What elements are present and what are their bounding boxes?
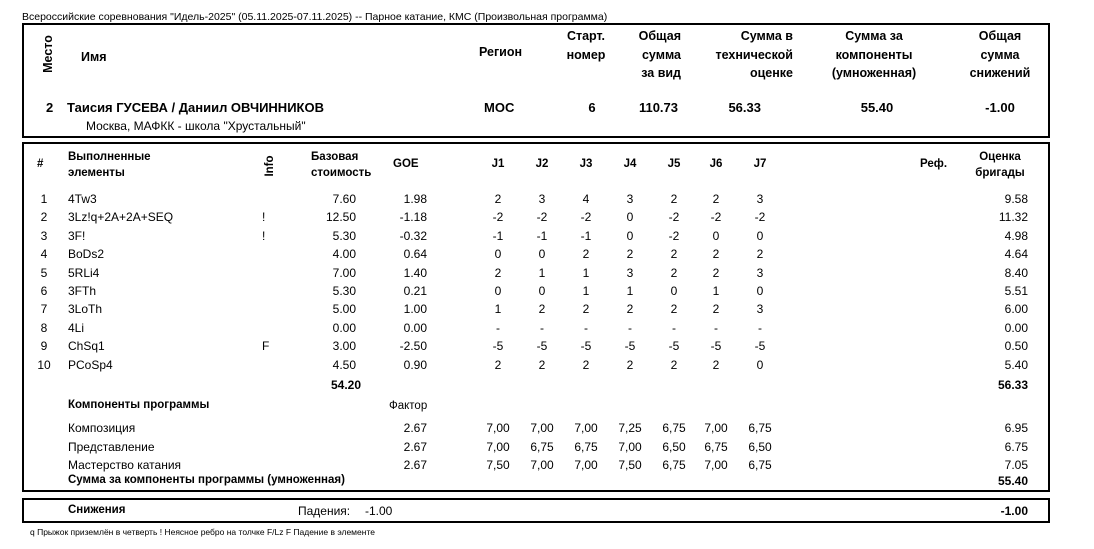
element-judge-4: 2 [626, 357, 634, 372]
element-judge-4: 2 [626, 247, 634, 262]
element-judge-4: -5 [624, 339, 636, 354]
element-judge-6: 2 [712, 247, 720, 262]
element-judge-2: - [540, 320, 544, 335]
element-judge-6: -5 [710, 339, 722, 354]
component-judge-5: 6,75 [662, 458, 686, 472]
element-judge-2: 1 [538, 265, 546, 280]
element-base-value: 12.50 [325, 210, 356, 225]
element-name: 3LoTh [68, 302, 103, 317]
panel-score-header: Оценка бригады [975, 151, 1025, 179]
element-base-value: 5.30 [332, 284, 356, 298]
element-judge-2: -5 [536, 339, 548, 354]
pcs-header: Сумма за компоненты (умноженная) [831, 29, 917, 80]
judge-header-6: J6 [709, 158, 723, 170]
ref-header: Реф. [920, 158, 948, 170]
element-number: 3 [40, 228, 48, 243]
element-judge-5: 0 [670, 284, 678, 298]
element-name: 3FTh [68, 284, 97, 298]
element-row [0, 282, 1094, 300]
component-judge-5: 6,50 [662, 439, 686, 454]
element-base-value: 7.00 [332, 265, 356, 280]
element-judge-6: 0 [712, 228, 720, 243]
deductions-box [22, 498, 1050, 523]
element-judge-3: - [584, 320, 588, 335]
element-judge-5: 2 [670, 265, 678, 280]
component-score: 6.95 [1004, 421, 1028, 435]
element-judge-1: 1 [494, 302, 502, 317]
element-judge-7: 0 [756, 357, 764, 372]
judge-header-1: J1 [491, 158, 505, 170]
element-judge-3: 2 [582, 302, 590, 317]
element-judge-5: 2 [670, 357, 678, 372]
component-row [0, 456, 1094, 474]
total-score-header: Общая сумма за вид [638, 29, 681, 80]
element-judge-3: 4 [582, 192, 590, 206]
element-judge-3: 2 [582, 247, 590, 262]
element-judge-1: 0 [494, 247, 502, 262]
component-judge-1: 7,00 [486, 439, 510, 454]
element-judge-4: 2 [626, 302, 634, 317]
skater-total-score: 110.73 [638, 100, 678, 115]
component-row [0, 419, 1094, 437]
element-judge-1: 2 [494, 357, 502, 372]
element-judge-1: -5 [492, 339, 504, 354]
element-judge-4: 0 [626, 210, 634, 225]
element-goe: 1.40 [403, 265, 427, 280]
place-header: Место [41, 35, 55, 73]
component-judge-4: 7,25 [618, 421, 642, 435]
element-judge-2: -1 [536, 228, 548, 243]
element-row [0, 356, 1094, 374]
component-judge-3: 7,00 [574, 458, 598, 472]
component-score: 7.05 [1004, 458, 1028, 472]
element-base-value: 7.60 [332, 192, 356, 206]
element-judge-2: 0 [538, 247, 546, 262]
element-name: ChSq1 [68, 339, 105, 354]
pcs-total-label: Сумма за компоненты программы (умноженная) [68, 474, 345, 486]
element-judge-1: -1 [492, 228, 504, 243]
element-name: 4Li [68, 320, 85, 335]
element-row [0, 190, 1094, 208]
element-panel-score: 6.00 [1004, 302, 1028, 317]
skater-start-number: 6 [588, 100, 596, 115]
component-factor: 2.67 [403, 458, 427, 472]
element-goe: -0.32 [399, 228, 427, 243]
start-number-header: Старт. номер [566, 29, 606, 62]
region-header: Регион [479, 45, 523, 59]
element-row [0, 227, 1094, 245]
skater-region: МОС [484, 100, 515, 115]
judge-header-2: J2 [535, 158, 549, 170]
element-base-value: 3.00 [332, 339, 356, 354]
base-value-header: Базовая стоимость [311, 151, 372, 179]
element-judge-6: 2 [712, 357, 720, 372]
element-row [0, 319, 1094, 337]
element-judge-4: 0 [626, 228, 634, 243]
element-judge-1: 2 [494, 265, 502, 280]
element-judge-1: 0 [494, 284, 502, 298]
tes-header: Сумма в технической оценке [715, 29, 793, 80]
skater-pcs: 55.40 [860, 100, 894, 115]
element-panel-score: 0.00 [1004, 320, 1028, 335]
element-judge-6: -2 [710, 210, 722, 225]
element-base-value: 4.00 [332, 247, 356, 262]
element-judge-1: -2 [492, 210, 504, 225]
name-header: Имя [81, 50, 107, 64]
element-panel-score: 5.40 [1004, 357, 1028, 372]
element-judge-2: -2 [536, 210, 548, 225]
element-goe: 1.00 [403, 302, 427, 317]
element-name: 3Lz!q+2A+2A+SEQ [68, 210, 174, 225]
component-factor: 2.67 [403, 439, 427, 454]
element-judge-4: - [628, 320, 632, 335]
element-row [0, 337, 1094, 355]
skater-deductions: -1.00 [985, 100, 1015, 115]
element-judge-7: 2 [756, 247, 764, 262]
element-judge-7: 0 [756, 284, 764, 298]
element-name: PCoSp4 [68, 357, 113, 372]
element-goe: 0.90 [403, 357, 427, 372]
deductions-label: Снижения [68, 504, 126, 516]
tes-total: 56.33 [997, 378, 1028, 392]
element-judge-5: - [672, 320, 676, 335]
components-title: Компоненты программы [68, 399, 210, 411]
element-panel-score: 4.64 [1004, 247, 1028, 262]
element-judge-7: 3 [756, 302, 764, 317]
component-judge-2: 7,00 [530, 458, 554, 472]
element-goe: 0.00 [403, 320, 427, 335]
element-goe: 1.98 [403, 192, 427, 206]
element-number: 2 [40, 210, 48, 225]
element-judge-6: 2 [712, 302, 720, 317]
judge-header-7: J7 [753, 158, 767, 170]
element-judge-1: - [496, 320, 500, 335]
element-name: BoDs2 [68, 247, 105, 262]
goe-header: GOE [393, 158, 419, 170]
element-judge-3: 1 [582, 284, 590, 298]
element-judge-4: 3 [626, 192, 634, 206]
component-row [0, 438, 1094, 456]
element-judge-3: -1 [580, 228, 592, 243]
skater-club: Москва, МАФКК - школа "Хрустальный" [86, 119, 306, 133]
element-judge-6: 2 [712, 265, 720, 280]
element-row [0, 245, 1094, 263]
element-number: 1 [40, 192, 48, 206]
factor-header: Фактор [389, 400, 428, 412]
component-name: Мастерство катания [68, 458, 182, 472]
element-judge-6: - [714, 320, 718, 335]
element-panel-score: 9.58 [1004, 192, 1028, 206]
element-base-value: 4.50 [332, 357, 356, 372]
element-number: 8 [40, 320, 48, 335]
element-judge-1: 2 [494, 192, 502, 206]
element-name: 4Tw3 [68, 192, 97, 206]
element-judge-3: 1 [582, 265, 590, 280]
component-judge-2: 6,75 [530, 439, 554, 454]
component-judge-7: 6,50 [748, 439, 772, 454]
component-judge-1: 7,00 [486, 421, 510, 435]
element-number: 5 [40, 265, 48, 280]
element-judge-2: 2 [538, 357, 546, 372]
element-judge-3: -2 [580, 210, 592, 225]
elements-header: Выполненные элементы [68, 151, 151, 179]
element-panel-score: 0.50 [1004, 339, 1028, 354]
element-judge-7: 3 [756, 192, 764, 206]
component-judge-1: 7,50 [486, 458, 510, 472]
component-judge-3: 7,00 [574, 421, 598, 435]
falls-value: -1.00 [365, 504, 393, 518]
element-judge-2: 2 [538, 302, 546, 317]
component-judge-4: 7,50 [618, 458, 642, 472]
element-judge-4: 3 [626, 265, 634, 280]
element-panel-score: 11.32 [998, 210, 1028, 225]
deductions-header: Общая сумма снижений [969, 29, 1031, 80]
element-judge-7: -2 [754, 210, 766, 225]
component-judge-7: 6,75 [748, 421, 772, 435]
element-panel-score: 4.98 [1004, 228, 1028, 243]
element-goe: -2.50 [399, 339, 427, 354]
element-judge-5: 2 [670, 302, 678, 317]
component-judge-3: 6,75 [574, 439, 598, 454]
element-judge-5: 2 [670, 192, 678, 206]
base-total: 54.20 [330, 378, 361, 392]
element-info: ! [262, 210, 266, 225]
component-score: 6.75 [1004, 439, 1028, 454]
element-judge-7: -5 [754, 339, 766, 354]
element-number: 9 [40, 339, 48, 354]
element-number: 7 [40, 302, 48, 317]
info-header: Info [264, 155, 276, 177]
skater-place: 2 [46, 100, 54, 115]
component-judge-6: 7,00 [704, 421, 728, 435]
pcs-total: 55.40 [997, 474, 1028, 488]
element-base-value: 5.30 [332, 228, 356, 243]
event-title: Всероссийские соревнования "Идель-2025" (05.11.2025-07.11.2025) -- Парное катание, КМС (Произвольная программа) [22, 11, 608, 23]
num-header: # [37, 158, 44, 170]
judge-header-5: J5 [667, 158, 681, 170]
component-judge-2: 7,00 [530, 421, 554, 435]
component-judge-6: 6,75 [704, 439, 728, 454]
element-panel-score: 8.40 [1004, 265, 1028, 280]
element-judge-3: 2 [582, 357, 590, 372]
element-row [0, 264, 1094, 282]
skater-name: Таисия ГУСЕВА / Даниил ОВЧИННИКОВ [67, 100, 324, 115]
element-info: F [262, 339, 270, 354]
element-goe: 0.21 [403, 284, 427, 298]
component-judge-4: 7,00 [618, 439, 642, 454]
element-goe: -1.18 [399, 210, 427, 225]
skater-tes: 56.33 [728, 100, 761, 115]
component-name: Представление [68, 439, 155, 454]
element-judge-6: 1 [712, 284, 720, 298]
element-judge-5: -2 [668, 210, 680, 225]
element-info: ! [262, 228, 266, 243]
element-judge-3: -5 [580, 339, 592, 354]
element-number: 6 [40, 284, 48, 298]
component-judge-7: 6,75 [748, 458, 772, 472]
element-panel-score: 5.51 [1004, 284, 1028, 298]
element-judge-5: 2 [670, 247, 678, 262]
element-name: 3F! [68, 228, 86, 243]
element-number: 10 [37, 357, 51, 372]
element-row [0, 208, 1094, 226]
component-judge-5: 6,75 [662, 421, 686, 435]
judge-header-3: J3 [579, 158, 593, 170]
component-factor: 2.67 [403, 421, 427, 435]
component-name: Композиция [68, 421, 136, 435]
element-base-value: 0.00 [332, 320, 356, 335]
element-base-value: 5.00 [332, 302, 356, 317]
element-row [0, 300, 1094, 318]
element-judge-7: 0 [756, 228, 764, 243]
legend: q Прыжок приземлён в четверть ! Неясное ребро на толчке F/Lz F Падение в элементе [30, 527, 375, 537]
element-judge-5: -2 [668, 228, 680, 243]
element-judge-2: 0 [538, 284, 546, 298]
element-judge-4: 1 [626, 284, 634, 298]
component-judge-6: 7,00 [704, 458, 728, 472]
element-judge-7: 3 [756, 265, 764, 280]
element-judge-6: 2 [712, 192, 720, 206]
judge-header-4: J4 [623, 158, 637, 170]
element-judge-2: 3 [538, 192, 546, 206]
element-goe: 0.64 [403, 247, 427, 262]
element-number: 4 [40, 247, 48, 262]
element-judge-5: -5 [668, 339, 680, 354]
element-name: 5RLi4 [68, 265, 100, 280]
deductions-total: -1.00 [1000, 504, 1028, 518]
falls-label: Падения: [298, 504, 351, 518]
element-judge-7: - [758, 320, 762, 335]
